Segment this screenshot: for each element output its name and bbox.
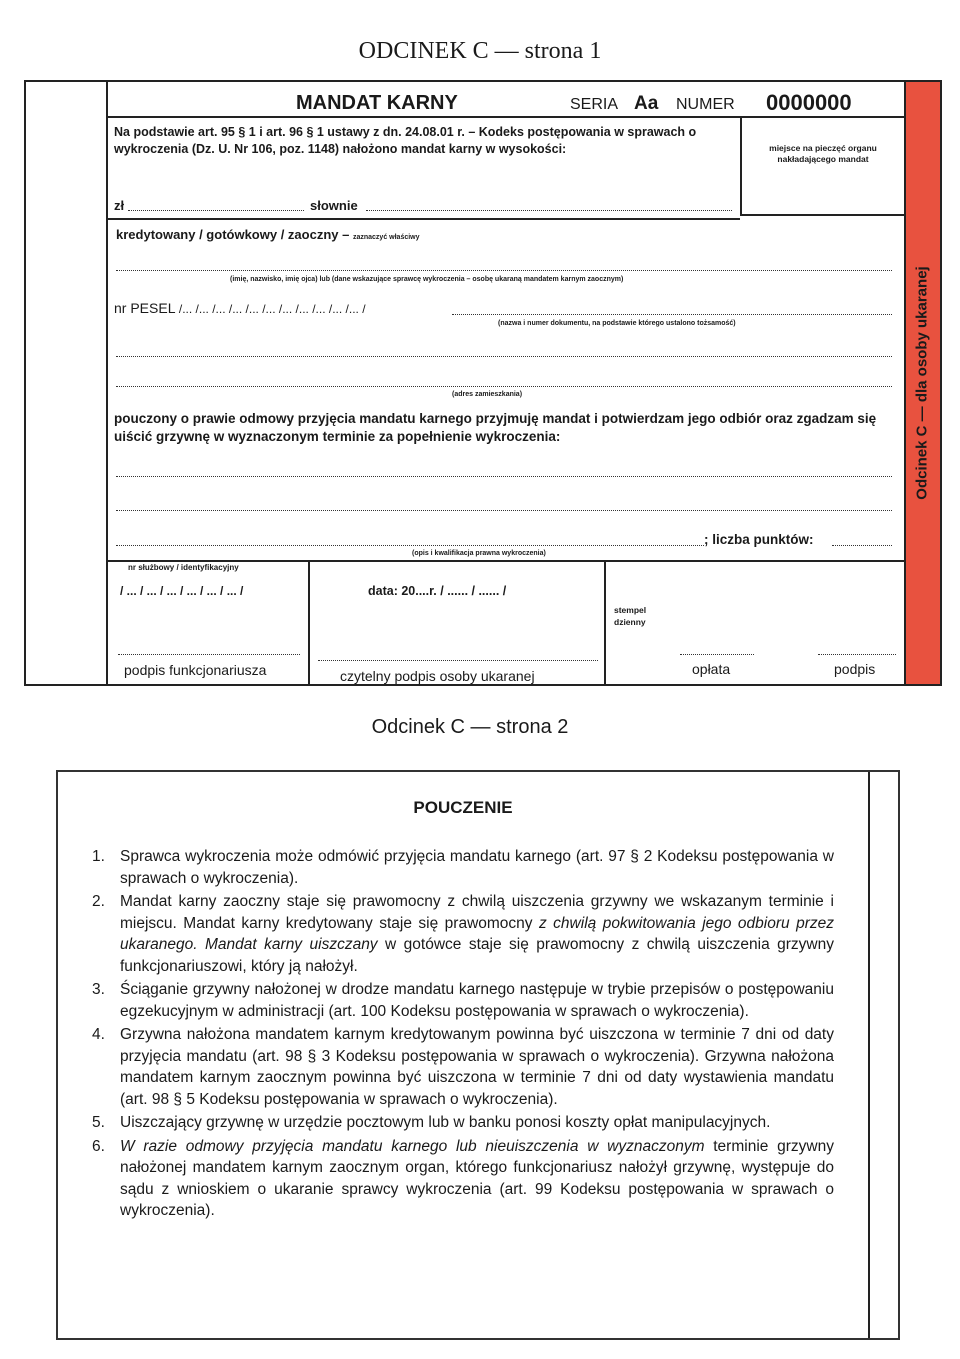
notice-item-number: 3. xyxy=(92,981,105,998)
notice-item-text-italic: z chwilą pokwitowania jego odbioru przez ukaranego. Mandat karny uiszczany xyxy=(120,914,834,953)
name-field[interactable] xyxy=(116,270,892,271)
bottom-divider-2 xyxy=(604,560,606,684)
notice-item-number: 1. xyxy=(92,848,105,865)
page1-title: ODCINEK C — strona 1 xyxy=(358,38,602,64)
notice-item-text: Uiszczający grzywnę w urzędzie pocztowym lub w banku ponosi koszty opłat manipulacyjnych. xyxy=(120,1114,771,1131)
notice-item-number: 4. xyxy=(92,1026,105,1043)
notice-title: POUCZENIE xyxy=(413,798,513,817)
signature-line[interactable] xyxy=(818,654,896,655)
stamp-place-label: miejsce na pieczęć organu nakładającego mandat xyxy=(769,143,877,164)
document-caption: (nazwa i numer dokumentu, na podstawie którego ustalono tożsamość) xyxy=(498,320,736,327)
officer-signature-line[interactable] xyxy=(118,654,300,655)
notice-item xyxy=(92,1136,834,1222)
service-number-label: nr służbowy / identyfikacyjny xyxy=(128,563,239,572)
notice-item-text-italic: W razie odmowy przyjęcia mandatu karnego lub nieuiszczenia w wyznaczonym xyxy=(120,1137,705,1155)
officer-signature-label: podpis funkcjonariusza xyxy=(124,662,267,678)
payment-type-options[interactable] xyxy=(116,227,420,242)
notice-item-number: 5. xyxy=(92,1114,105,1131)
seria-value: Aa xyxy=(634,93,659,114)
payment-type-text: kredytowany / gotówkowy / zaoczny – xyxy=(116,227,350,242)
notice-item xyxy=(92,846,834,889)
notice-item xyxy=(92,979,834,1022)
offender-signature-line[interactable] xyxy=(318,660,598,661)
offense-field-line-2[interactable] xyxy=(116,510,892,511)
legal-basis-text: Na podstawie art. 95 § 1 i art. 96 § 1 ustawy z dn. 24.08.01 r. – Kodeks postępowania w sprawach o wykroczenia (Dz. U. Nr 106, poz. 1148) nałożono mandat karny w wysokości: xyxy=(114,125,697,156)
bottom-divider-1 xyxy=(308,560,310,684)
service-number-field[interactable]: / ... / ... / ... / ... / ... / ... / xyxy=(120,584,244,598)
payment-type-hint: zaznaczyć właściwy xyxy=(352,234,420,241)
offense-caption: (opis i kwalifikacja prawna wykroczenia) xyxy=(412,550,546,557)
day-stamp-label: stempel dzienny xyxy=(614,605,647,627)
notice-item-number: 2. xyxy=(92,893,105,910)
notice-item xyxy=(92,1112,834,1134)
side-strip-label: Odcinek C — dla osoby ukaranej xyxy=(913,266,931,500)
zl-label: zł xyxy=(114,198,125,213)
fee-label: opłata xyxy=(692,661,731,677)
pesel-row xyxy=(114,300,366,316)
points-label: ; liczba punktów: xyxy=(704,532,814,547)
date-field[interactable]: data: 20....r. / ...... / ...... / xyxy=(368,584,507,598)
stamp-box-bottom xyxy=(740,214,904,216)
notice-item-text: w gotówce staje się prawomocny z chwilą uiszczenia grzywny funkcjonariuszowi, który ją nałożył. xyxy=(120,936,834,975)
signature-label: podpis xyxy=(834,661,876,677)
document-field[interactable] xyxy=(452,314,892,315)
header-divider xyxy=(108,116,904,118)
notice-item-text: Ściąganie grzywny nałożonej w drodze mandatu karnego następuje w trybie przepisów o postępowaniu egzekucyjnym w administracji (art. 100 Kodeksu postępowania w sprawach o wykroczenia). xyxy=(120,981,834,1020)
amount-field[interactable] xyxy=(128,210,304,211)
numer-value: 0000000 xyxy=(766,90,852,115)
numer-label: NUMER xyxy=(676,96,735,113)
fee-line[interactable] xyxy=(680,654,754,655)
offense-field-line-1[interactable] xyxy=(116,476,892,477)
stamp-box-divider xyxy=(740,118,742,214)
name-caption: (imię, nazwisko, imię ojca) lub (dane wskazujące sprawcę wykroczenia – osobę ukaraną mandatem karnym zaocznym) xyxy=(230,276,624,283)
seria-label: SERIA xyxy=(570,96,619,113)
slownie-label: słownie xyxy=(310,198,358,213)
points-field[interactable] xyxy=(832,545,892,546)
address-caption: (adres zamieszkania) xyxy=(452,391,523,398)
bottom-section-divider xyxy=(108,560,904,562)
offender-signature-label: czytelny podpis osoby ukaranej xyxy=(340,668,535,684)
amount-divider xyxy=(108,218,740,220)
notice-item-number: 6. xyxy=(92,1137,105,1155)
notice-item xyxy=(92,891,834,977)
ticket-title: MANDAT KARNY xyxy=(296,92,458,114)
address-field-line-2[interactable] xyxy=(116,386,892,387)
notice-item-text: Sprawca wykroczenia może odmówić przyjęcia mandatu karnego (art. 97 § 2 Kodeksu postępowania w sprawach o wykroczenia). xyxy=(120,848,834,887)
notice-inner-border xyxy=(868,772,870,1338)
notice-item-text: terminie grzywny nałożonej mandatem karnym zaocznym organ, którego funkcjonariusz nałożył grzywnę, występuje do sądu z wnioskiem o ukaranie sprawcy wykroczenia (art. 99 Kodeksu postępowania w sprawach o wykroczenia). xyxy=(120,1137,834,1219)
notice-list xyxy=(92,846,834,1224)
offender-signature-bottom xyxy=(308,684,604,686)
pesel-label: nr PESEL xyxy=(114,300,175,316)
pesel-field[interactable]: /... /... /... /... /... /... /... /... /... /... /... / xyxy=(178,302,366,316)
offense-field-line-3[interactable] xyxy=(116,545,704,546)
page2-title: Odcinek C — strona 2 xyxy=(371,716,569,738)
notice-item xyxy=(92,1024,834,1110)
amount-words-field[interactable] xyxy=(366,210,732,211)
address-field-line-1[interactable] xyxy=(116,356,892,357)
notice-item-text: Mandat karny zaoczny staje się prawomocny z chwilą uiszczenia grzywny we wskazanym terminie i miejscu. Mandat karny kredytowany staje się prawomocny xyxy=(120,893,834,932)
notice-item-text: Grzywna nałożona mandatem karnym kredytowanym powinna być uiszczona w terminie 7 dni od daty przyjęcia mandatu (art. 98 § 3 Kodeksu postępowania w sprawach o wykroczenia). Grzywna nałożona mandatem karnym zaocznym powinna być uiszczona w terminie 7 dni od daty wystawienia mandatu (art. 98 § 5 Kodeksu postępowania w sprawach o wykroczenia). xyxy=(120,1026,834,1108)
acceptance-text: pouczony o prawie odmowy przyjęcia mandatu karnego przyjmuję mandat i potwierdzam jego odbiór oraz zgadzam się uiścić grzywnę w wyznaczonym terminie za popełnienie wykroczenia: xyxy=(114,411,877,444)
